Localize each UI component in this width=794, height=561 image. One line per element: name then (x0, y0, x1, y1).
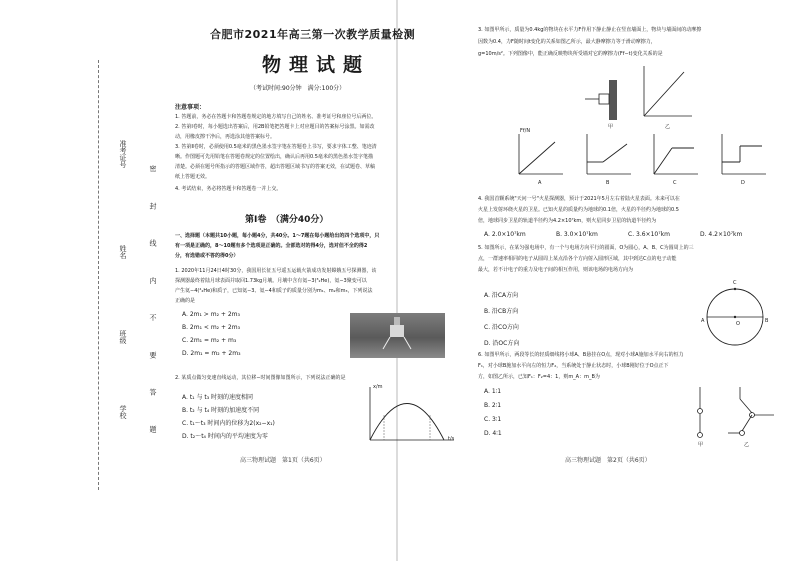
section-intro: 有一项是正确的，8～10题有多个选项是正确的。全部选对的得4分，选对但不全的得2 (175, 243, 368, 249)
q5-point-b: B (765, 318, 769, 324)
q4-option-a: A. 2.0×10⁷km (484, 231, 526, 238)
q3-force-graph (640, 64, 695, 120)
q3-graph-label-c: C (673, 180, 677, 186)
q5-text: 5. 如图所示，在某匀强电场中，有一个与电场方向平行的圆面，O为圆心，A、B、C为圆周上的三 (478, 245, 694, 251)
note-line: 晰。作图题可先用铅笔在答题卷规定的位置绘出，确认后再用0.5毫米的黑色墨水签字笔描 (175, 154, 373, 160)
q6-text: F₁，对小球B施加水平向左的恒力F₂，当系统处于静止状态时，小球B刚好位于O点正下 (478, 363, 669, 369)
q2-xt-graph (362, 385, 457, 447)
q3-graph-b (583, 132, 633, 178)
q2-ylabel: x/m (373, 384, 383, 390)
school-label: 学校 (119, 405, 127, 419)
page-fold (396, 0, 398, 561)
q3-fig-label: 甲 (608, 124, 614, 130)
lander-icon (350, 313, 445, 358)
q4-option-d: D. 4.2×10⁷km (700, 231, 743, 238)
q1-text: 探测器最终着陆月球表面并取回1.73kg月壤。月壤中含有氦−3(³₂He)，氦−3聚变可以 (175, 278, 367, 284)
q3-graph-d (718, 132, 768, 178)
section-intro: 一、选择题（本题共10小题，每小题4分，共40分。1～7题在每小题给出的四个选项中，只 (175, 233, 380, 239)
q4-option-c: C. 3.6×10⁷km (628, 231, 670, 238)
q5-option-b: B. 沿CB方向 (484, 308, 519, 315)
q1-text: 正确的是 (175, 298, 196, 304)
class-label: 班级 (119, 330, 127, 344)
q4-text: 火星上发射环绕火星的卫星。已知火星的质量约为地球的0.1倍，火星的半径约为地球的0.5 (478, 207, 679, 213)
seal-warning: 密 封 线 内 不 要 答 题 (149, 165, 157, 447)
section-heading: 第Ⅰ卷 （满分40分） (245, 215, 329, 225)
q4-text: 4. 我国首颗系统"天问一号"火星探测器，预计于2021年5月左右着陆火星表面。未来可以在 (478, 196, 680, 202)
q6-option-c: C. 3∶1 (484, 416, 502, 423)
q5-point-a: A (701, 318, 705, 324)
q1-option-b: B. 2m₁ < m₂ + 2m₃ (182, 324, 240, 331)
q6-text: 6. 如图甲所示，两段等长的轻质细线将小球A、B悬挂在O点，现对小球A施加水平向右的恒力 (478, 352, 684, 358)
note-line: 纸上答题无效。 (175, 174, 211, 180)
note-line: 4. 考试结束，务必将答题卡和答题卷一并上交。 (175, 186, 282, 192)
page-footer-left: 高三物理试题 第1页（共6页） (240, 457, 326, 464)
section-intro: 分，有选错或不答的得0分） (175, 253, 239, 259)
q1-option-a: A. 2m₁ > m₂ + 2m₃ (182, 311, 240, 318)
note-line: 动，用橡皮擦干净后，再选涂其他答案标号。 (175, 134, 276, 140)
q5-circle-figure (700, 285, 770, 349)
q3-graph-label-d: D (741, 180, 745, 186)
seal-line (98, 60, 101, 490)
q3-wall-figure (585, 80, 625, 120)
q1-text: 1. 2020年11月24日4时30分，我国用长征五号遥五运载火箭成功发射嫦娥五号探测器，该 (175, 268, 377, 274)
name-label: 姓名 (119, 245, 127, 259)
q6-fig-label: 甲 (698, 442, 704, 448)
candidate-number-label: 准考证号 (119, 140, 127, 168)
lunar-lander-photo (350, 313, 445, 358)
q6-fig-label: 乙 (744, 442, 750, 448)
q2-option-a: A. t₁ 与 t₃ 时刻的速度相同 (182, 394, 254, 401)
q1-option-d: D. 2m₁ = m₂ + 2m₃ (182, 350, 241, 357)
q3-text: g=10m/s²。下列图像中，能正确反映物块所受墙对它的摩擦力(Ff−t)变化关系的是 (478, 51, 663, 57)
q6-option-a: A. 1∶1 (484, 388, 502, 395)
q6-option-b: B. 2∶1 (484, 402, 502, 409)
q1-option-c: C. 2m₁ = m₂ + m₃ (182, 337, 237, 344)
q5-text: 最大，若不计电子的重力及电子间的相互作用，则该电场的电场方向为 (478, 267, 634, 273)
q5-option-d: D. 沿OC方向 (484, 340, 520, 347)
note-line: 3. 答第Ⅱ卷时，必须使用0.5毫米的黑色墨水签字笔在答题卷上书写，要求字体工整、笔迹清 (175, 144, 377, 150)
q3-axis-label: Ff/N (520, 128, 531, 134)
q2-option-c: C. t₁～t₃ 时间内的位移为2(x₂−x₁) (182, 420, 275, 427)
q6-text: 方，如图乙所示，已知F₁：F₂=4：1，则m_A：m_B为 (478, 374, 600, 380)
q2-text: 2. 某质点做匀变速直线运动，其位移−时间图像如图所示，下列说法正确的是 (175, 375, 346, 381)
q6-option-d: D. 4∶1 (484, 430, 502, 437)
q3-text: 3. 如图甲所示，质量为0.4kg的物块在水平力F作用下静止静止在竖直墙面上，物块与墙面间的动摩擦 (478, 27, 702, 33)
q3-graph-label-a: A (538, 180, 542, 186)
q2-xlabel: t/s (448, 436, 455, 442)
q3-text: 因数为0.4，力F随时间t变化的关系如图乙所示，最大静摩擦力等于滑动摩擦力， (478, 39, 656, 45)
note-line: 清楚。必须在题号所指示的答题区域作答，超出答题区域书写的答案无效，在试题卷、草稿 (175, 164, 376, 170)
q1-text: 产生氦−4(⁴₂He)和质子，已知氦−3、氦−4和质子的质量分别为m₁、m₂和m₃，下列说法 (175, 288, 373, 294)
q3-fig-label: 乙 (665, 124, 671, 130)
notes-heading: 注意事项： (175, 104, 206, 111)
q5-point-c: C (733, 280, 737, 286)
exam-info: （考试时间:90分钟 满分:100分） (250, 85, 346, 92)
q4-option-b: B. 3.0×10⁷km (556, 231, 598, 238)
subject-title: 物理试题 (262, 54, 371, 76)
note-line: 2. 答第Ⅰ卷时，每小题选出答案后，用2B铅笔把答题卡上对应题目的答案标号涂黑。如需改 (175, 124, 375, 130)
q6-pendulum-figure (690, 385, 780, 447)
q4-text: 倍，地球同步卫星的轨道半径约为4.2×10⁷km，则火星同步卫星的轨道半径约为 (478, 218, 657, 224)
page-footer-right: 高三物理试题 第2页（共6页） (565, 457, 651, 464)
note-line: 1. 答题前，务必在答题卡和答题卷规定的地方填写自己的姓名、准考证号和座位号后两位。 (175, 114, 377, 120)
q5-option-a: A. 沿CA方向 (484, 292, 519, 299)
exam-title: 合肥市2021年高三第一次教学质量检测 (210, 28, 416, 41)
q3-graph-c (650, 132, 700, 178)
q5-point-o: O (736, 321, 740, 327)
q5-option-c: C. 沿CO方向 (484, 324, 519, 331)
q2-option-d: D. t₂～t₄ 时间内的平均速度为零 (182, 433, 268, 440)
q5-text: 点，一群速率相同的电子从圆周上某点沿各个方向射入圆形区域，其中到达C点的电子动能 (478, 256, 677, 262)
q2-option-b: B. t₂ 与 t₄ 时刻的加速度不同 (182, 407, 260, 414)
q3-graph-label-b: B (606, 180, 610, 186)
q3-graph-a (515, 132, 565, 178)
